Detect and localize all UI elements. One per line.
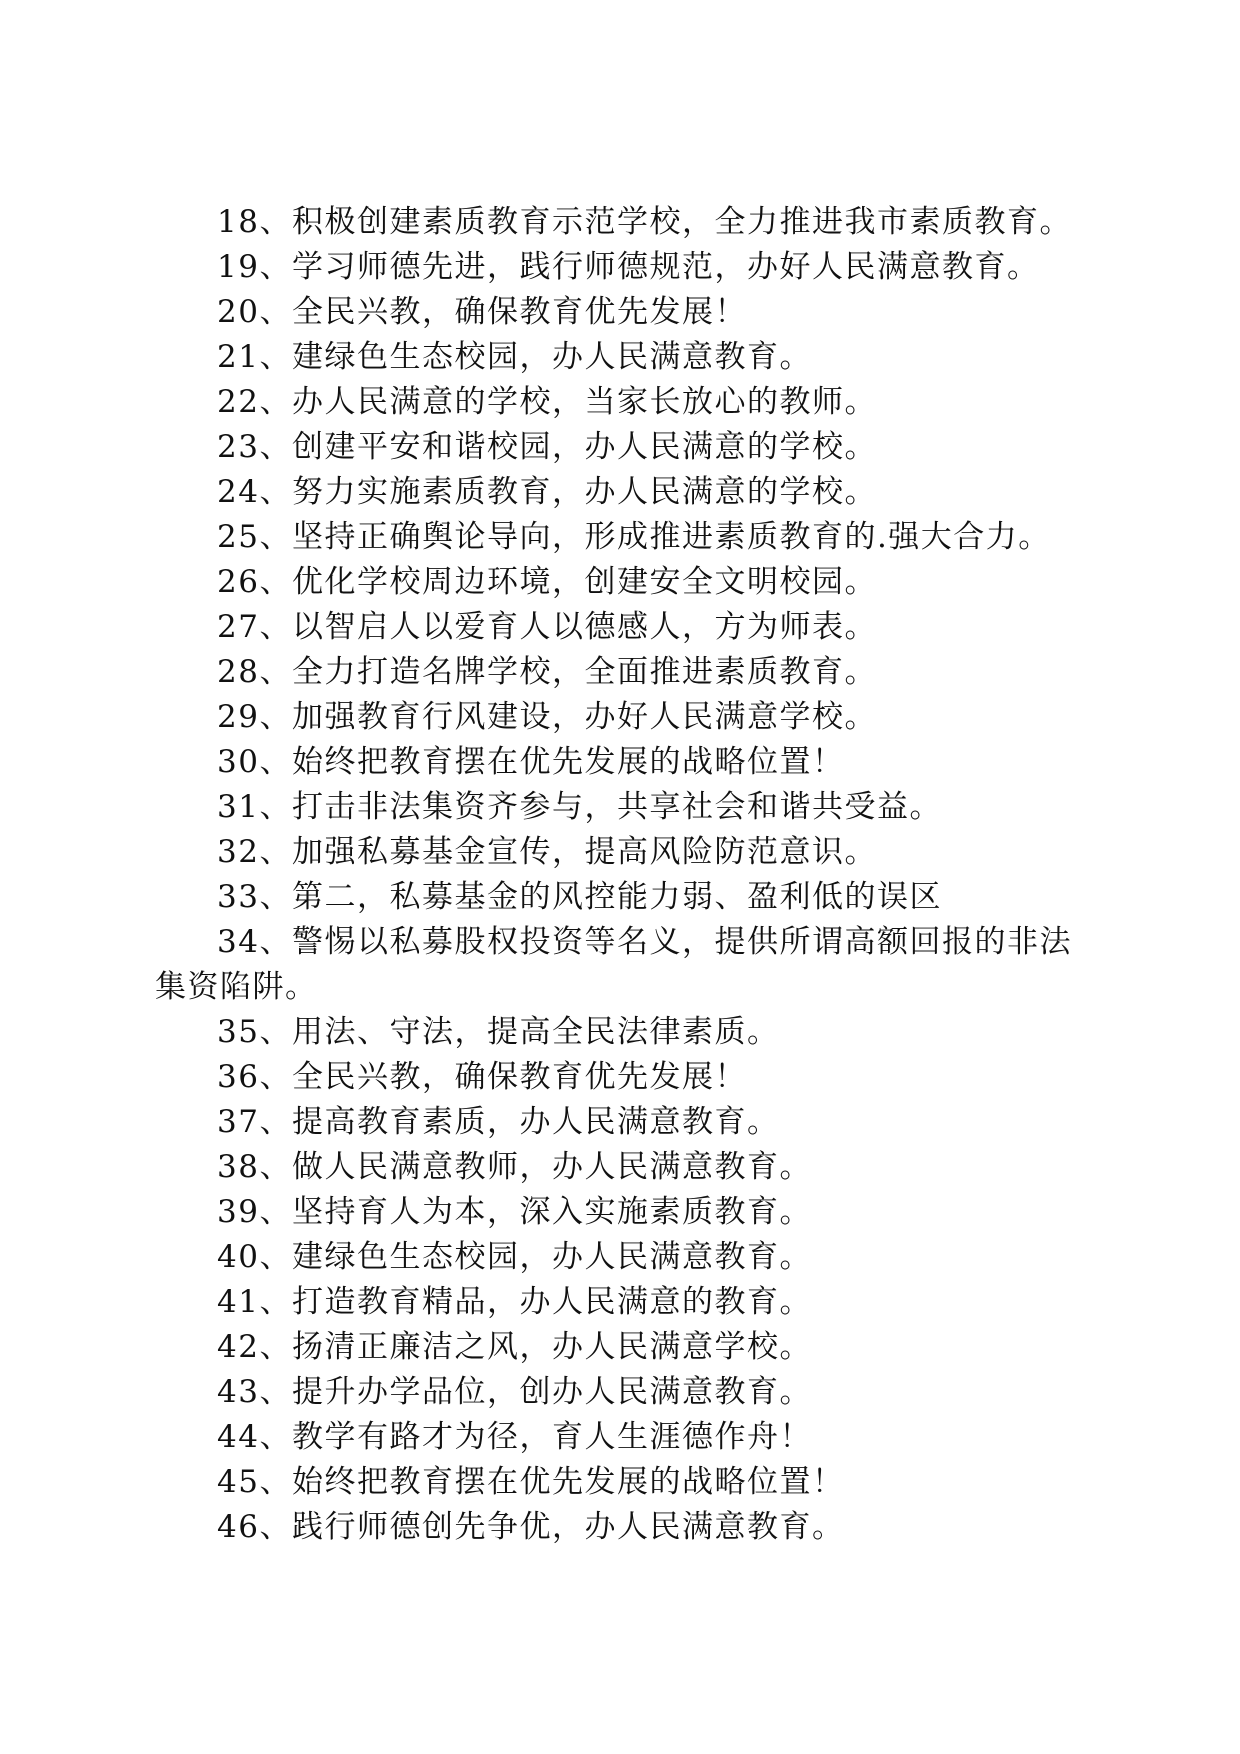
paragraph-21: 21、建绿色生态校园，办人民满意教育。 (217, 339, 812, 375)
paragraph-31: 31、打击非法集资齐参与，共享社会和谐共受益。 (217, 789, 942, 825)
paragraph-28: 28、全力打造名牌学校，全面推进素质教育。 (217, 654, 877, 690)
paragraph-22: 22、办人民满意的学校，当家长放心的教师。 (217, 384, 877, 420)
paragraph-43: 43、提升办学品位，创办人民满意教育。 (217, 1374, 812, 1410)
paragraph-26: 26、优化学校周边环境，创建安全文明校园。 (217, 564, 877, 600)
paragraph-29: 29、加强教育行风建设，办好人民满意学校。 (217, 699, 877, 735)
paragraph-19: 19、学习师德先进，践行师德规范，办好人民满意教育。 (217, 249, 1040, 285)
paragraph-34: 34、警惕以私募股权投资等名义，提供所谓高额回报的非法集资陷阱。 (155, 924, 1072, 1005)
paragraph-33: 33、第二，私募基金的风控能力弱、盈利低的误区 (217, 879, 942, 915)
paragraph-37: 37、提高教育素质，办人民满意教育。 (217, 1104, 780, 1140)
paragraph-30: 30、始终把教育摆在优先发展的战略位置！ (217, 744, 845, 780)
paragraph-38: 38、做人民满意教师，办人民满意教育。 (217, 1149, 812, 1185)
paragraph-46: 46、践行师德创先争优，办人民满意教育。 (217, 1509, 845, 1545)
paragraph-23: 23、创建平安和谐校园，办人民满意的学校。 (217, 429, 877, 465)
paragraph-44: 44、教学有路才为径，育人生涯德作舟！ (217, 1419, 812, 1455)
paragraph-35: 35、用法、守法，提高全民法律素质。 (217, 1014, 780, 1050)
paragraph-24: 24、努力实施素质教育，办人民满意的学校。 (217, 474, 877, 510)
paragraph-27: 27、以智启人以爱育人以德感人，方为师表。 (217, 609, 877, 645)
paragraph-41: 41、打造教育精品，办人民满意的教育。 (217, 1284, 812, 1320)
paragraph-39: 39、坚持育人为本，深入实施素质教育。 (217, 1194, 812, 1230)
paragraph-20: 20、全民兴教，确保教育优先发展！ (217, 294, 747, 330)
paragraph-40: 40、建绿色生态校园，办人民满意教育。 (217, 1239, 812, 1275)
paragraph-36: 36、全民兴教，确保教育优先发展！ (217, 1059, 747, 1095)
paragraph-18: 18、积极创建素质教育示范学校，全力推进我市素质教育。 (217, 204, 1072, 240)
paragraph-45: 45、始终把教育摆在优先发展的战略位置！ (217, 1464, 845, 1500)
document-body (155, 200, 1085, 1550)
paragraph-25: 25、坚持正确舆论导向，形成推进素质教育的.强大合力。 (217, 519, 1051, 555)
paragraph-42: 42、扬清正廉洁之风，办人民满意学校。 (217, 1329, 812, 1365)
paragraph-32: 32、加强私募基金宣传，提高风险防范意识。 (217, 834, 877, 870)
